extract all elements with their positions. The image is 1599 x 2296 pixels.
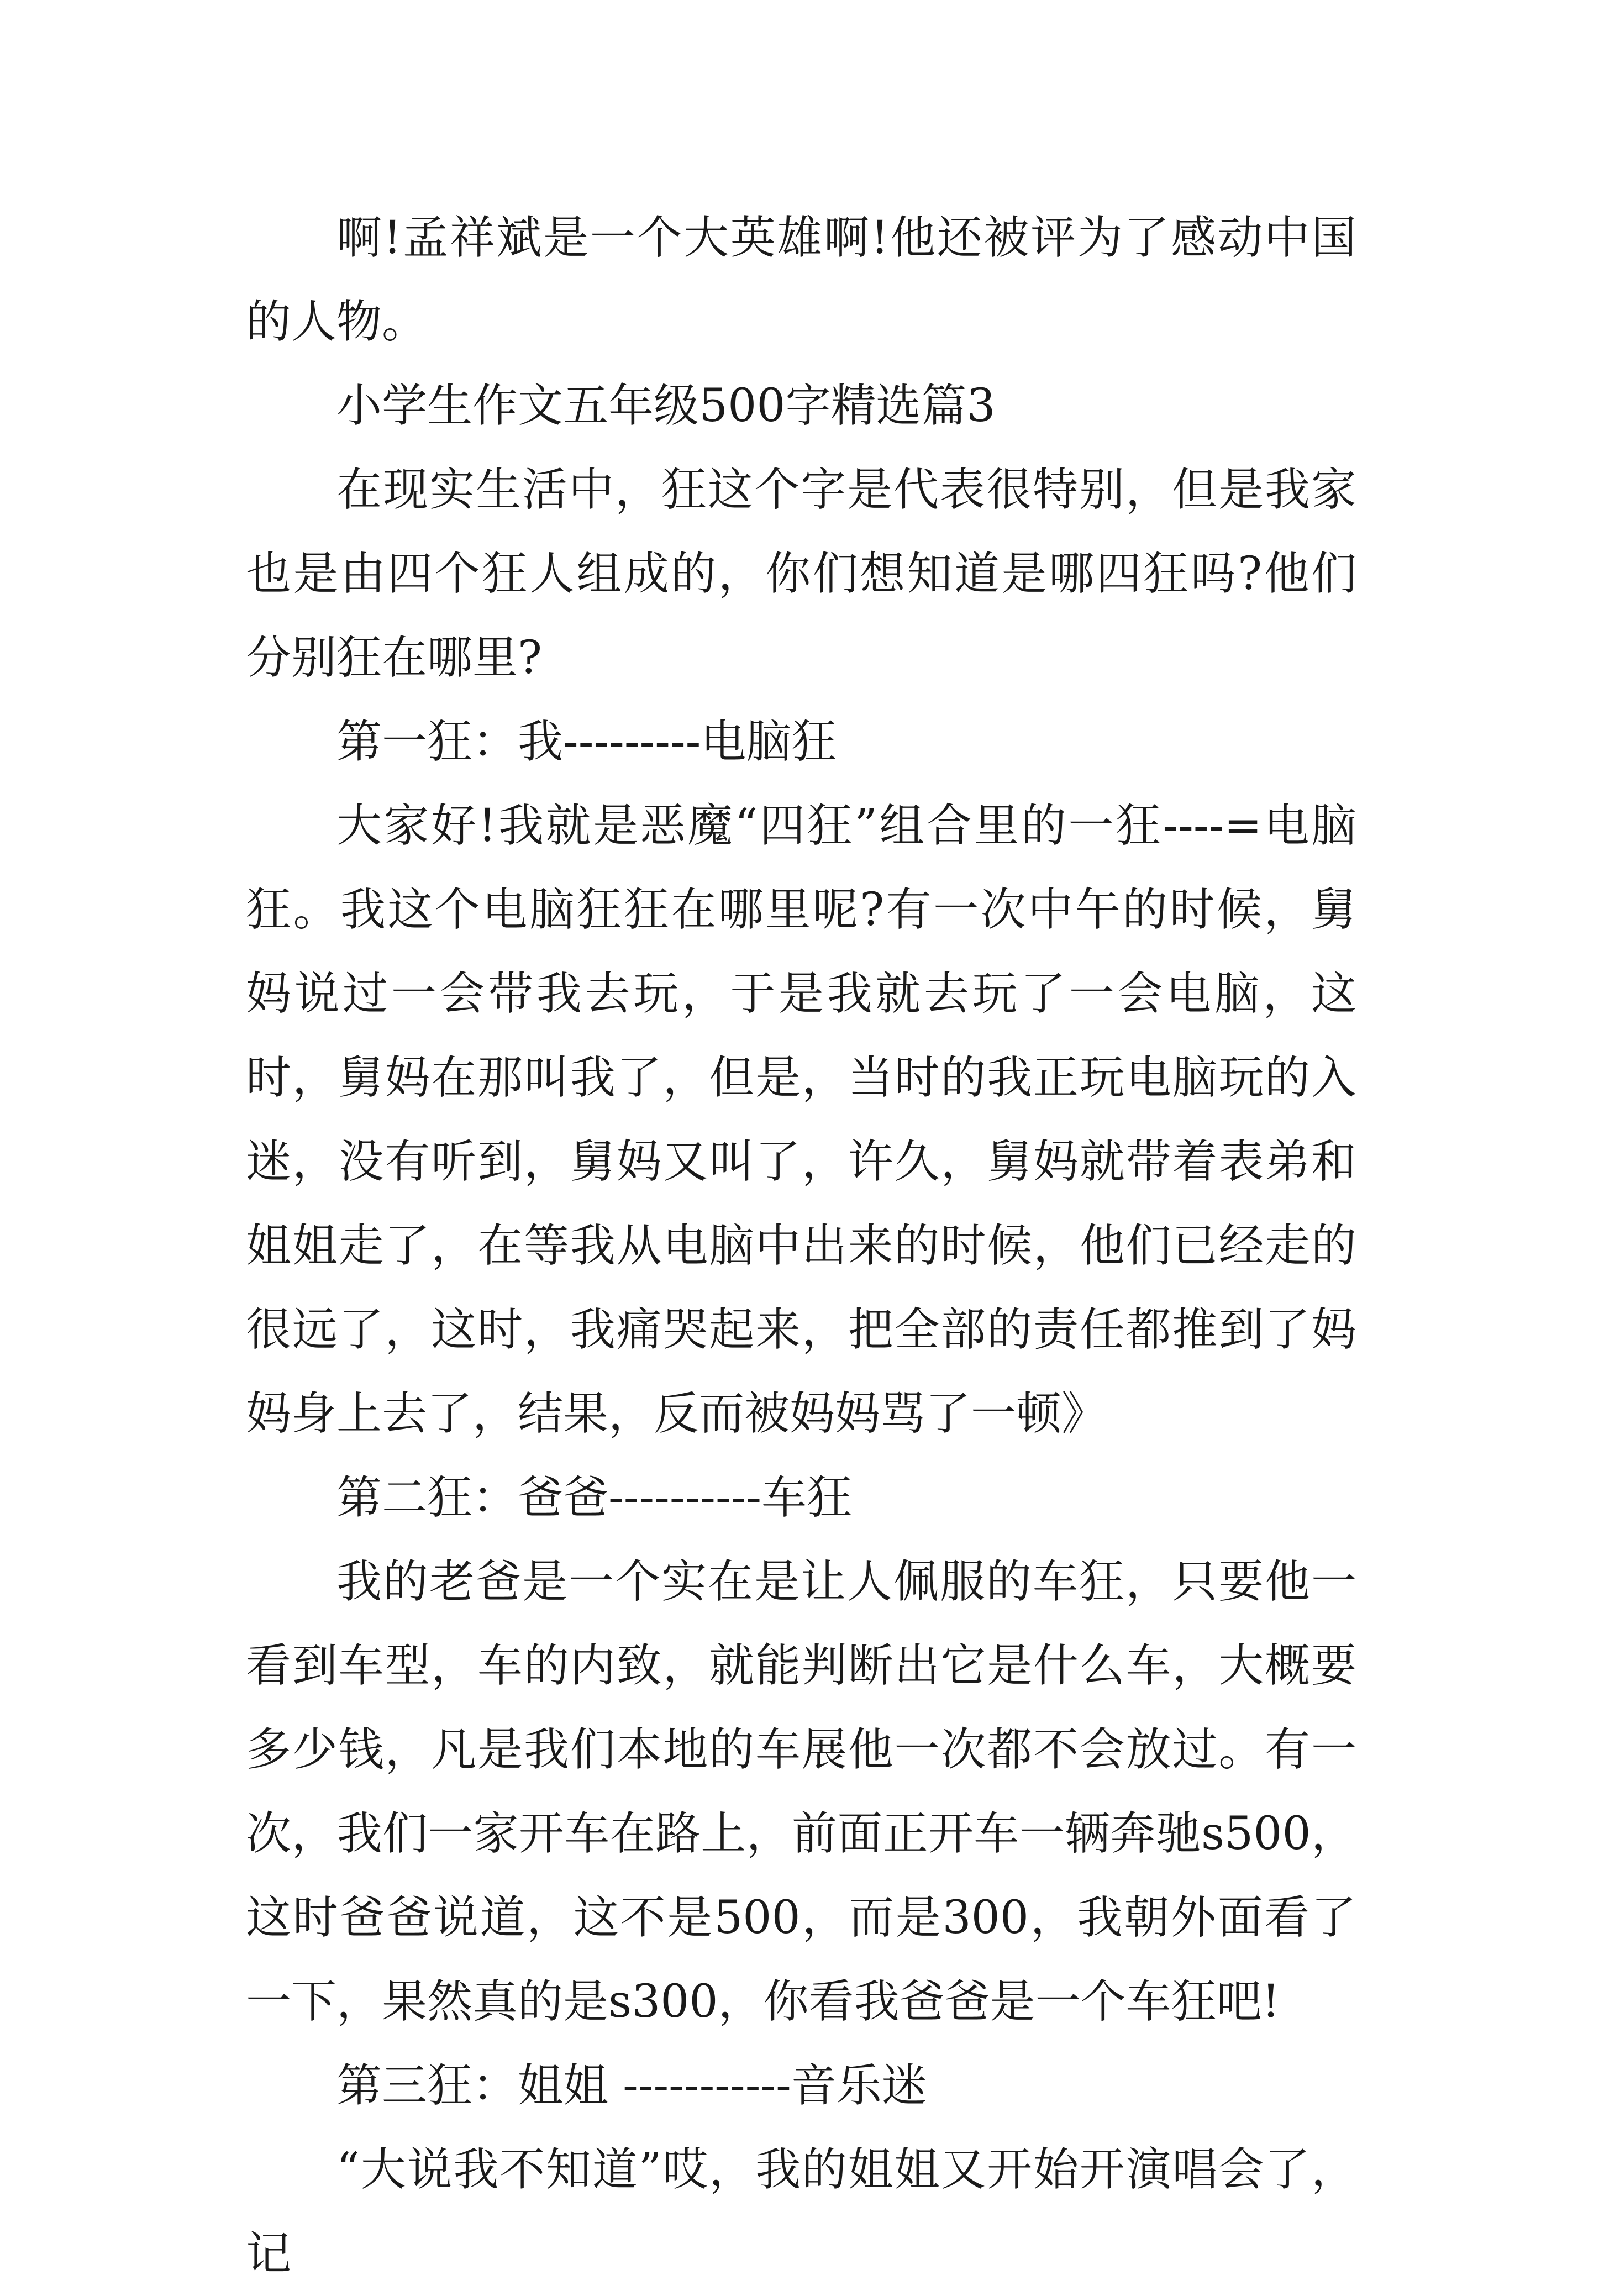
paragraph: 在现实生活中，狂这个字是代表很特别，但是我家也是由四个狂人组成的，你们想知道是哪四狂吗?他们分别狂在哪里? xyxy=(246,464,1356,684)
subheading-third: 第三狂：姐姐 -----------音乐迷 xyxy=(336,2059,927,2112)
subheading-second: 第二狂：爸爸----------车狂 xyxy=(336,1472,853,1524)
paragraph: 啊!孟祥斌是一个大英雄啊!他还被评为了感动中国的人物。 xyxy=(246,212,1356,348)
section-title: 小学生作文五年级500字精选篇3 xyxy=(336,380,996,432)
paragraph: 大家好!我就是恶魔“四狂”组合里的一狂----=电脑狂。我这个电脑狂狂在哪里呢?有一次中午的时候，舅妈说过一会带我去玩，于是我就去玩了一会电脑，这时，舅妈在那叫我了，但是，当时的我正玩电脑玩的入迷，没有听到，舅妈又叫了，许久，舅妈就带着表弟和姐姐走了，在等我从电脑中出来的时候，他们已经走的很远了，这时，我痛哭起来，把全部的责任都推到了妈妈身上去了，结果，反而被妈妈骂了一顿》 xyxy=(246,800,1356,1440)
paragraph: “大说我不知道”哎，我的姐姐又开始开演唱会了，记 xyxy=(246,2143,1356,2280)
paragraph: 我的老爸是一个实在是让人佩服的车狂，只要他一看到车型，车的内致，就能判断出它是什么车，大概要多少钱，凡是我们本地的车展他一次都不会放过。有一次，我们一家开车在路上，前面正开车一辆奔驰s500，这时爸爸说道，这不是500，而是300，我朝外面看了一下，果然真的是s300，你看我爸爸是一个车狂吧! xyxy=(246,1556,1356,2028)
subheading-first: 第一狂：我---------电脑狂 xyxy=(336,716,837,768)
document-body xyxy=(246,196,1356,2296)
